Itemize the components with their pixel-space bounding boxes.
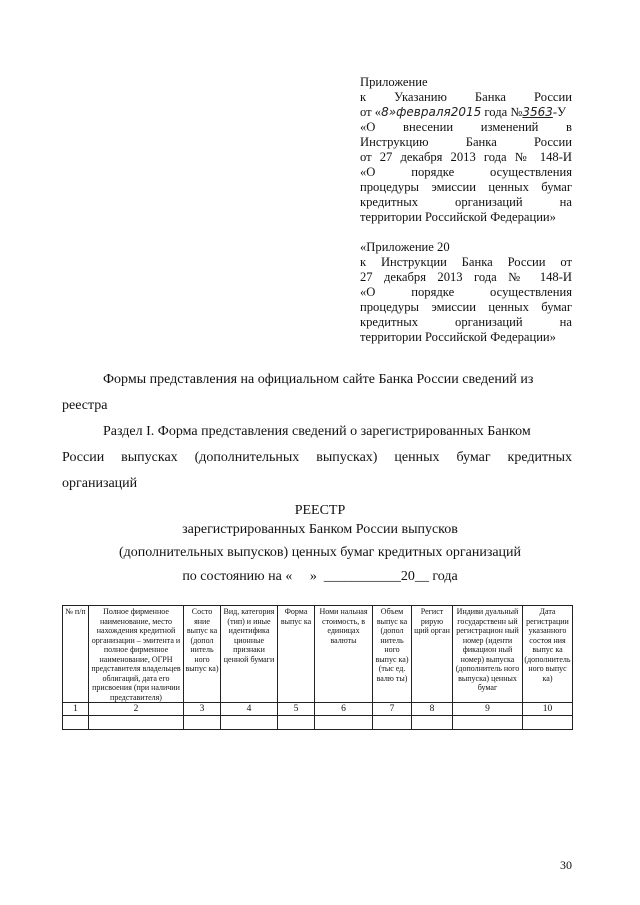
header-cell-nominal: Номи нальная стоимость, в единицах валюты (315, 606, 373, 703)
header-cell-registrar: Регист рирую щий орган (412, 606, 453, 703)
column-number: 10 (523, 703, 573, 716)
header-cell-issuer: Полное фирменное наименование, место нахождения кредитной организации – эмитента и полное фирменное наименование, ОГРН представителя владельцев облигаций, дата его присвоения (при наличии представителя) (89, 606, 184, 703)
registry-table (62, 605, 573, 730)
appendix2-line-6: кредитных организаций на (360, 315, 572, 329)
page-number: 30 (560, 858, 572, 872)
empty-cell (89, 716, 184, 730)
column-number: 7 (373, 703, 412, 716)
column-number: 5 (278, 703, 315, 716)
handwritten-day: 8 (381, 105, 389, 119)
appendix-date-prefix: от « (360, 105, 382, 119)
header-cell-reg-number: Индиви дуальный государственн ый регистрацион ный номер (иденти фикацион ный номер) выпуска (дополнитель ного выпуска) ценных бумаг (453, 606, 523, 703)
appendix2-line-3: 27 декабря 2013 года № 148-И (360, 270, 572, 284)
empty-cell (278, 716, 315, 730)
appendix-line-10: территории Российской Федерации» (360, 210, 556, 224)
appendix-20-header (360, 240, 572, 345)
registry-as-of-date: по состоянию на « » ___________20__ года (182, 569, 458, 584)
appendix-line-1: Приложение (360, 75, 428, 89)
header-cell-form: Форма выпус ка (278, 606, 315, 703)
appendix-line-7: «О порядке осуществления (360, 165, 572, 179)
section-line-3: организаций (62, 476, 138, 491)
appendix-line-8: процедуры эмиссии ценных бумаг (360, 180, 572, 194)
header-cell-reg-date: Дата регистрации указанного состоя ния выпус ка (дополнитель ного выпус ка) (523, 606, 573, 703)
appendix2-line-4: «О порядке осуществления (360, 285, 572, 299)
section-line-2: России выпусках (дополнительных выпусках) ценных бумаг кредитных (62, 450, 572, 465)
appendix2-line-1: «Приложение 20 (360, 240, 450, 254)
appendix-number-suffix: -У (552, 105, 567, 119)
registry-title: РЕЕСТР (294, 503, 346, 518)
appendix-line-3 (360, 105, 572, 120)
appendix2-line-2: к Инструкции Банка России от (360, 255, 572, 269)
appendix-header (360, 75, 572, 225)
empty-cell (412, 716, 453, 730)
column-number: 2 (89, 703, 184, 716)
column-number: 3 (184, 703, 221, 716)
empty-cell (221, 716, 278, 730)
appendix-date-mid: года № (481, 105, 523, 119)
header-cell-number: № п/п (63, 606, 89, 703)
table-empty-row (63, 716, 573, 730)
header-cell-volume: Объем выпус ка (допол нитель ного выпус ка) (тыс ед. валю ты) (373, 606, 412, 703)
handwritten-month: »февраля (388, 105, 451, 119)
registry-subtitle-1: зарегистрированных Банком России выпусков (182, 522, 458, 537)
column-number: 6 (315, 703, 373, 716)
empty-cell (184, 716, 221, 730)
empty-cell (453, 716, 523, 730)
intro-line-2: реестра (62, 398, 108, 413)
registry-subtitle-2: (дополнительных выпусков) ценных бумаг кредитных организаций (118, 545, 522, 560)
handwritten-number: 3563 (522, 105, 553, 119)
column-number: 9 (453, 703, 523, 716)
appendix2-line-5: процедуры эмиссии ценных бумаг (360, 300, 572, 314)
header-cell-status: Состо яние выпус ка (допол нитель ного выпус ка) (184, 606, 221, 703)
empty-cell (523, 716, 573, 730)
intro-line-1: Формы представления на официальном сайте Банка России сведений из (103, 372, 534, 387)
table-number-row (63, 703, 573, 716)
section-line-1: Раздел I. Форма представления сведений о зарегистрированных Банком (103, 424, 531, 439)
column-number: 4 (221, 703, 278, 716)
handwritten-year: 2015 (450, 105, 482, 119)
column-number: 8 (412, 703, 453, 716)
appendix-line-6: от 27 декабря 2013 года № 148-И (360, 150, 572, 164)
column-number: 1 (63, 703, 89, 716)
header-cell-type: Вид, категория (тип) и иные идентифика ционные признаки ценной бумаги (221, 606, 278, 703)
table-header-row (63, 606, 573, 703)
appendix-line-4: «О внесении изменений в (360, 120, 572, 134)
empty-cell (373, 716, 412, 730)
appendix2-line-7: территории Российской Федерации» (360, 330, 556, 344)
appendix-line-5: Инструкцию Банка России (360, 135, 572, 149)
empty-cell (315, 716, 373, 730)
empty-cell (63, 716, 89, 730)
appendix-line-9: кредитных организаций на (360, 195, 572, 209)
appendix-line-2: к Указанию Банка России (360, 90, 572, 104)
